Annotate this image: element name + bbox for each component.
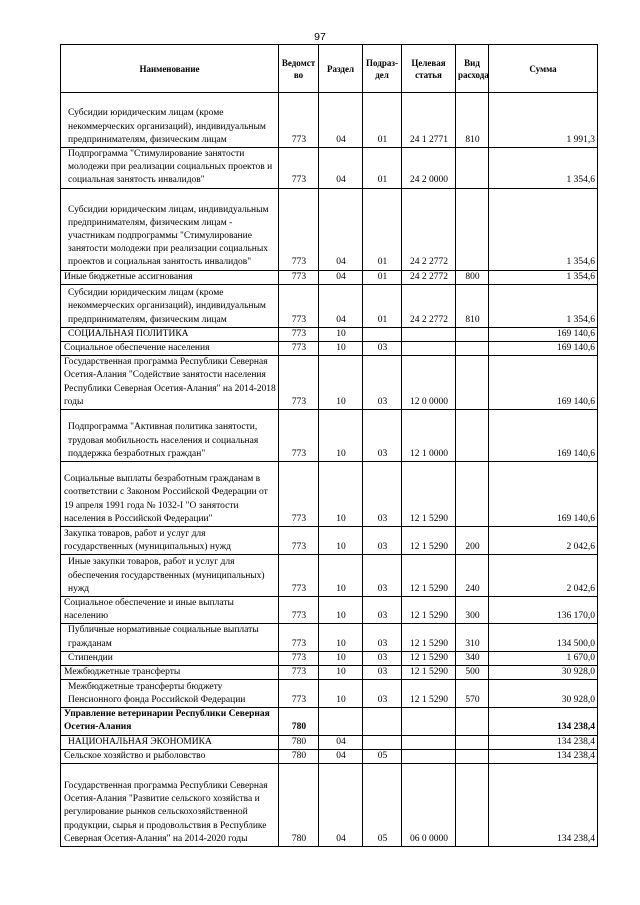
cell-vid: 810 bbox=[456, 284, 489, 327]
cell-vid: 240 bbox=[456, 555, 489, 597]
cell-sum: 169 140,6 bbox=[489, 410, 598, 462]
cell-vedomstvo: 780 bbox=[279, 708, 319, 735]
cell-name: Государственная программа Республики Северная Осетия-Алания "Развитие сельского хозяйства и регулирование рынков сельскохозяйственной продукции, сырья и продовольствия в Республике Северная Осетия-Алания" на 2014-2020 годы bbox=[61, 764, 279, 847]
cell-target: 12 1 5290 bbox=[402, 555, 456, 597]
cell-vid: 800 bbox=[456, 270, 489, 284]
cell-podrazdel: 01 bbox=[363, 270, 402, 284]
page-number: 97 bbox=[314, 31, 326, 43]
table-row bbox=[61, 462, 598, 527]
cell-podrazdel: 03 bbox=[363, 680, 402, 708]
cell-sum: 2 042,6 bbox=[489, 527, 598, 555]
header-vid: Вид расхода bbox=[456, 45, 489, 93]
table-row bbox=[61, 597, 598, 624]
table-row bbox=[61, 356, 598, 410]
cell-target: 24 2 2772 bbox=[402, 188, 456, 270]
cell-vedomstvo: 773 bbox=[279, 356, 319, 410]
cell-sum: 1 991,3 bbox=[489, 93, 598, 148]
cell-sum: 169 140,6 bbox=[489, 462, 598, 527]
cell-name: Социальные выплаты безработным гражданам в соответствии с Законом Российской Федерации от 19 апреля 1991 года № 1032-I "О занятости населения в Российской Федерации" bbox=[61, 462, 279, 527]
cell-target: 12 1 5290 bbox=[402, 666, 456, 680]
cell-podrazdel: 03 bbox=[363, 462, 402, 527]
table-body bbox=[61, 93, 598, 847]
cell-razdel: 10 bbox=[319, 356, 363, 410]
cell-target: 12 1 5290 bbox=[402, 462, 456, 527]
cell-sum: 2 042,6 bbox=[489, 555, 598, 597]
cell-vedomstvo: 780 bbox=[279, 735, 319, 749]
cell-podrazdel: 03 bbox=[363, 666, 402, 680]
cell-sum: 1 354,6 bbox=[489, 270, 598, 284]
cell-razdel: 04 bbox=[319, 270, 363, 284]
cell-podrazdel: 03 bbox=[363, 555, 402, 597]
cell-razdel: 10 bbox=[319, 410, 363, 462]
cell-podrazdel: 05 bbox=[363, 749, 402, 763]
cell-target: 12 1 5290 bbox=[402, 651, 456, 665]
cell-name: Межбюджетные трансферты бюджету Пенсионного фонда Российской Федерации bbox=[61, 680, 279, 708]
cell-target: 12 1 5290 bbox=[402, 527, 456, 555]
cell-podrazdel: 03 bbox=[363, 527, 402, 555]
cell-target: 24 2 2772 bbox=[402, 284, 456, 327]
table-header bbox=[61, 45, 598, 93]
cell-name: Закупка товаров, работ и услуг для государственных (муниципальных) нужд bbox=[61, 527, 279, 555]
table-row bbox=[61, 527, 598, 555]
cell-razdel: 04 bbox=[319, 284, 363, 327]
table-row bbox=[61, 764, 598, 847]
cell-sum: 1 354,6 bbox=[489, 188, 598, 270]
cell-name: Подпрограмма "Стимулирование занятости молодежи при реализации социальных проектов и социальная занятость инвалидов" bbox=[61, 148, 279, 189]
cell-vedomstvo: 773 bbox=[279, 148, 319, 189]
cell-razdel: 04 bbox=[319, 93, 363, 148]
cell-name: Социальное обеспечение населения bbox=[61, 342, 279, 356]
cell-razdel: 10 bbox=[319, 462, 363, 527]
cell-sum: 30 928,0 bbox=[489, 666, 598, 680]
cell-podrazdel: 03 bbox=[363, 410, 402, 462]
cell-target: 12 1 5290 bbox=[402, 597, 456, 624]
cell-vid: 310 bbox=[456, 624, 489, 651]
header-razdel: Раздел bbox=[319, 45, 363, 93]
cell-vedomstvo: 780 bbox=[279, 749, 319, 763]
cell-razdel: 04 bbox=[319, 188, 363, 270]
table-row bbox=[61, 624, 598, 651]
cell-razdel: 10 bbox=[319, 597, 363, 624]
cell-name: Иные закупки товаров, работ и услуг для обеспечения государственных (муниципальных) нужд bbox=[61, 555, 279, 597]
cell-vid: 200 bbox=[456, 527, 489, 555]
cell-razdel: 10 bbox=[319, 666, 363, 680]
cell-vid bbox=[456, 708, 489, 735]
cell-vedomstvo: 773 bbox=[279, 410, 319, 462]
cell-vedomstvo: 773 bbox=[279, 555, 319, 597]
cell-target: 12 1 0000 bbox=[402, 410, 456, 462]
cell-podrazdel: 03 bbox=[363, 356, 402, 410]
cell-sum: 134 238,4 bbox=[489, 735, 598, 749]
table-row bbox=[61, 555, 598, 597]
cell-name: Стипендии bbox=[61, 651, 279, 665]
cell-vedomstvo: 773 bbox=[279, 93, 319, 148]
cell-vid: 300 bbox=[456, 597, 489, 624]
header-podrazdel: Подраз-дел bbox=[363, 45, 402, 93]
cell-podrazdel: 03 bbox=[363, 624, 402, 651]
table-row bbox=[61, 188, 598, 270]
cell-razdel: 04 bbox=[319, 735, 363, 749]
cell-razdel: 10 bbox=[319, 624, 363, 651]
budget-table bbox=[60, 44, 598, 847]
cell-sum: 1 670,0 bbox=[489, 651, 598, 665]
cell-podrazdel: 01 bbox=[363, 284, 402, 327]
cell-vedomstvo: 773 bbox=[279, 342, 319, 356]
cell-vid bbox=[456, 327, 489, 341]
cell-target bbox=[402, 708, 456, 735]
cell-razdel: 10 bbox=[319, 680, 363, 708]
cell-vid: 570 bbox=[456, 680, 489, 708]
header-sum: Сумма bbox=[489, 45, 598, 93]
table-row bbox=[61, 284, 598, 327]
cell-sum: 1 354,6 bbox=[489, 284, 598, 327]
cell-vedomstvo: 773 bbox=[279, 624, 319, 651]
cell-name: Сельское хозяйство и рыболовство bbox=[61, 749, 279, 763]
cell-razdel: 04 bbox=[319, 148, 363, 189]
cell-vedomstvo: 773 bbox=[279, 527, 319, 555]
cell-podrazdel: 01 bbox=[363, 148, 402, 189]
cell-target: 24 1 2771 bbox=[402, 93, 456, 148]
cell-vid bbox=[456, 462, 489, 527]
cell-vedomstvo: 773 bbox=[279, 462, 319, 527]
table-row bbox=[61, 651, 598, 665]
header-target: Целевая статья bbox=[402, 45, 456, 93]
cell-name: Субсидии юридическим лицам (кроме некоммерческих организаций), индивидуальным предпринимателям, физическим лицам bbox=[61, 93, 279, 148]
cell-podrazdel: 05 bbox=[363, 764, 402, 847]
cell-vedomstvo: 773 bbox=[279, 327, 319, 341]
table-row bbox=[61, 680, 598, 708]
cell-razdel: 04 bbox=[319, 749, 363, 763]
cell-vid bbox=[456, 764, 489, 847]
cell-vedomstvo: 773 bbox=[279, 188, 319, 270]
table-row bbox=[61, 342, 598, 356]
cell-sum: 134 500,0 bbox=[489, 624, 598, 651]
cell-target: 24 2 2772 bbox=[402, 270, 456, 284]
cell-vid bbox=[456, 410, 489, 462]
header-vedomstvo: Ведомст во bbox=[279, 45, 319, 93]
cell-vid bbox=[456, 735, 489, 749]
cell-vid bbox=[456, 356, 489, 410]
cell-name: Межбюджетные трансферты bbox=[61, 666, 279, 680]
table-row bbox=[61, 327, 598, 341]
cell-podrazdel: 03 bbox=[363, 597, 402, 624]
cell-razdel: 04 bbox=[319, 764, 363, 847]
cell-sum: 169 140,6 bbox=[489, 356, 598, 410]
cell-name: Субсидии юридическим лицам (кроме некоммерческих организаций), индивидуальным предпринимателям, физическим лицам bbox=[61, 284, 279, 327]
cell-sum: 134 238,4 bbox=[489, 764, 598, 847]
table-row bbox=[61, 749, 598, 763]
cell-target: 12 0 0000 bbox=[402, 356, 456, 410]
cell-vedomstvo: 780 bbox=[279, 764, 319, 847]
cell-razdel: 10 bbox=[319, 555, 363, 597]
cell-target bbox=[402, 749, 456, 763]
cell-vedomstvo: 773 bbox=[279, 680, 319, 708]
cell-podrazdel bbox=[363, 735, 402, 749]
cell-name: Подпрограмма "Активная политика занятости, трудовая мобильность населения и социальная поддержка безработных граждан" bbox=[61, 410, 279, 462]
table-row bbox=[61, 735, 598, 749]
cell-vedomstvo: 773 bbox=[279, 270, 319, 284]
cell-podrazdel bbox=[363, 327, 402, 341]
cell-vid: 500 bbox=[456, 666, 489, 680]
cell-target: 12 1 5290 bbox=[402, 624, 456, 651]
cell-podrazdel: 03 bbox=[363, 651, 402, 665]
cell-vid: 340 bbox=[456, 651, 489, 665]
cell-razdel: 10 bbox=[319, 527, 363, 555]
cell-name: СОЦИАЛЬНАЯ ПОЛИТИКА bbox=[61, 327, 279, 341]
cell-name: Управление ветеринарии Республики Северная Осетия-Алания bbox=[61, 708, 279, 735]
cell-name: Иные бюджетные ассигнования bbox=[61, 270, 279, 284]
cell-vid bbox=[456, 188, 489, 270]
cell-podrazdel: 01 bbox=[363, 93, 402, 148]
cell-razdel: 10 bbox=[319, 327, 363, 341]
cell-target bbox=[402, 342, 456, 356]
cell-name: НАЦИОНАЛЬНАЯ ЭКОНОМИКА bbox=[61, 735, 279, 749]
table-row bbox=[61, 666, 598, 680]
cell-sum: 169 140,6 bbox=[489, 342, 598, 356]
cell-name: Публичные нормативные социальные выплаты гражданам bbox=[61, 624, 279, 651]
cell-vid: 810 bbox=[456, 93, 489, 148]
cell-name: Социальное обеспечение и иные выплаты населению bbox=[61, 597, 279, 624]
cell-vedomstvo: 773 bbox=[279, 651, 319, 665]
table-row bbox=[61, 410, 598, 462]
cell-sum: 1 354,6 bbox=[489, 148, 598, 189]
cell-sum: 30 928,0 bbox=[489, 680, 598, 708]
cell-vedomstvo: 773 bbox=[279, 597, 319, 624]
cell-vedomstvo: 773 bbox=[279, 666, 319, 680]
cell-razdel bbox=[319, 708, 363, 735]
table-row bbox=[61, 148, 598, 189]
cell-podrazdel: 01 bbox=[363, 188, 402, 270]
table-row bbox=[61, 708, 598, 735]
cell-target: 12 1 5290 bbox=[402, 680, 456, 708]
cell-podrazdel bbox=[363, 708, 402, 735]
cell-sum: 136 170,0 bbox=[489, 597, 598, 624]
cell-vid bbox=[456, 148, 489, 189]
cell-target bbox=[402, 327, 456, 341]
cell-razdel: 10 bbox=[319, 342, 363, 356]
cell-target: 06 0 0000 bbox=[402, 764, 456, 847]
cell-sum: 134 238,4 bbox=[489, 749, 598, 763]
cell-target bbox=[402, 735, 456, 749]
cell-name: Государственная программа Республики Северная Осетия-Алания "Содействие занятости населения Республики Северная Осетия-Алания" на 2014-2018 годы bbox=[61, 356, 279, 410]
cell-razdel: 10 bbox=[319, 651, 363, 665]
cell-podrazdel: 03 bbox=[363, 342, 402, 356]
table-row bbox=[61, 93, 598, 148]
cell-sum: 169 140,6 bbox=[489, 327, 598, 341]
table-row bbox=[61, 270, 598, 284]
cell-vid bbox=[456, 342, 489, 356]
cell-vid bbox=[456, 749, 489, 763]
cell-sum: 134 238,4 bbox=[489, 708, 598, 735]
cell-name: Субсидии юридическим лицам, индивидуальным предпринимателям, физическим лицам - участникам подпрограммы "Стимулирование занятости молодежи при реализации социальных проектов и социальная занятость инвалидов" bbox=[61, 188, 279, 270]
header-name: Наименование bbox=[61, 45, 279, 93]
cell-target: 24 2 0000 bbox=[402, 148, 456, 189]
cell-vedomstvo: 773 bbox=[279, 284, 319, 327]
